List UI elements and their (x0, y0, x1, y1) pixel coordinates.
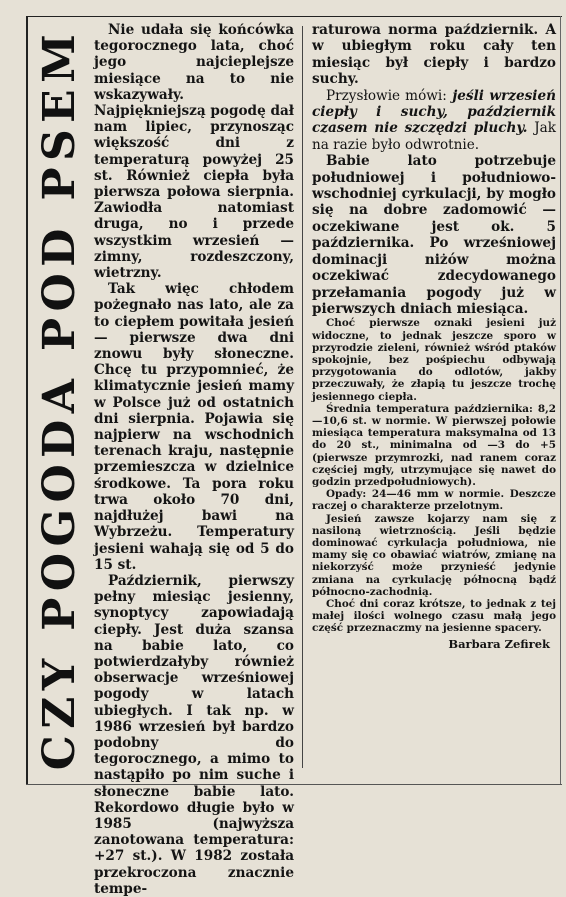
small-paragraph: Opady: 24—46 mm w normie. Deszcze raczej o charakterze przelotnym. (312, 488, 556, 513)
proverb-quote: jeśli wrzesień ciepły i suchy, październik czasem nie szczędzi pluchy. (312, 87, 556, 137)
proverb-paragraph (312, 88, 556, 154)
vertical-headline (30, 26, 90, 772)
paragraph: Tak więc chłodem pożegnało nas lato, ale za to ciepłem powitała jesień — pierwsze dwa dni znowu były słoneczne. Chcę tu przypomnieć, że klimatycznie jesień mamy w Polsce już od ostatnich dni sierpnia. Pojawia się najpierw na wschodnich terenach kraju, następnie przemieszcza w dzielnice środkowe. Ta pora roku trwa około 70 dni, najdłużej bawi na Wybrzeżu. Temperatury jesieni wahają się od 5 do 15 st. (94, 281, 294, 573)
paragraph: Babie lato potrzebuje południowej i południowo-wschodniej cyrkulacji, by mogło się na dobre zadomowić — oczekiwane jest ok. 5 października. Po wrześniowej dominacji niżów można oczekiwać zdecydowanego przełamania pogody już w pierwszych dniach miesiąca. (312, 153, 556, 317)
proverb-tail: Jak na razie było odwrotnie. (312, 120, 557, 153)
article-column-2 (312, 22, 556, 778)
frame-left-border (26, 16, 28, 784)
proverb-lead: Przysłowie mówi: (326, 87, 447, 104)
frame-top-border (26, 16, 562, 17)
column-divider (302, 26, 303, 768)
frame-right-border (560, 16, 561, 784)
small-paragraph: Choć pierwsze oznaki jesieni już widoczne, to jednak jeszcze sporo w przyrodzie zieleni, również wśród ptaków spokojnie, bez pośpiechu odbywają przygotowania do odlotów, jakby przeczuwały, że złapią tu jeszcze trochę jesiennego ciepła. (312, 317, 556, 403)
small-paragraph: Jesień zawsze kojarzy nam się z nasiloną wietrznością. Jeśli będzie dominować cyrkulacja południowa, nie mamy się co obawiać wiatrów, zmianę na niekorzyść może przynieść jedynie zmiana na cyrkulację północną bądź północno-zachodnią. (312, 512, 556, 598)
small-paragraph: Choć dni coraz krótsze, to jednak z tej małej ilości wolnego czasu małą jego część przeznaczmy na jesienne spacery. (312, 597, 556, 635)
author-signature: Barbara Zefirek (448, 636, 550, 651)
paragraph: Październik, pierwszy pełny miesiąc jesienny, synoptycy zapowiadają ciepły. Jest duża szansa na babie lato, co potwierdzałyby również obserwacje wrześniowej pogody w latach ubiegłych. I tak np. w 1986 wrzesień był bardzo podobny do tegorocznego, a mimo to nastąpiło po nim suche i słoneczne babie lato. Rekordowo długie było w 1985 (najwyższa zanotowana temperatura: +27 st.). W 1982 została przekroczona znacznie tempe- (94, 572, 294, 897)
article-column-1 (94, 22, 294, 897)
paragraph: raturowa norma październik. A w ubiegłym roku cały ten miesiąc był ciepły i bardzo suchy. (312, 22, 556, 88)
small-paragraph: Średnia temperatura października: 8,2—10,6 st. w normie. W pierwszej połowie miesiąca temperatura maksymalna od 13 do 20 st., minimalna od —3 do +5 (pierwsze przymrozki, nad ranem coraz częściej mgły, utrzymujące się nawet do godzin przedpołudniowych). (312, 402, 556, 488)
headline-text: CZY POGODA POD PSEM (34, 27, 85, 771)
paragraph: Nie udała się końcówka tegorocznego lata, choć jego najcieplejsze miesiące na to nie wskazywały. Najpiękniejszą pogodę dał nam lipiec, przynosząc większość dni z temperaturą powyżej 25 st. Również ciepła była pierwsza połowa sierpnia. Zawiodła natomiast druga, no i przede wszystkim wrzesień — zimny, rozdeszczony, wietrzny. (94, 22, 294, 282)
